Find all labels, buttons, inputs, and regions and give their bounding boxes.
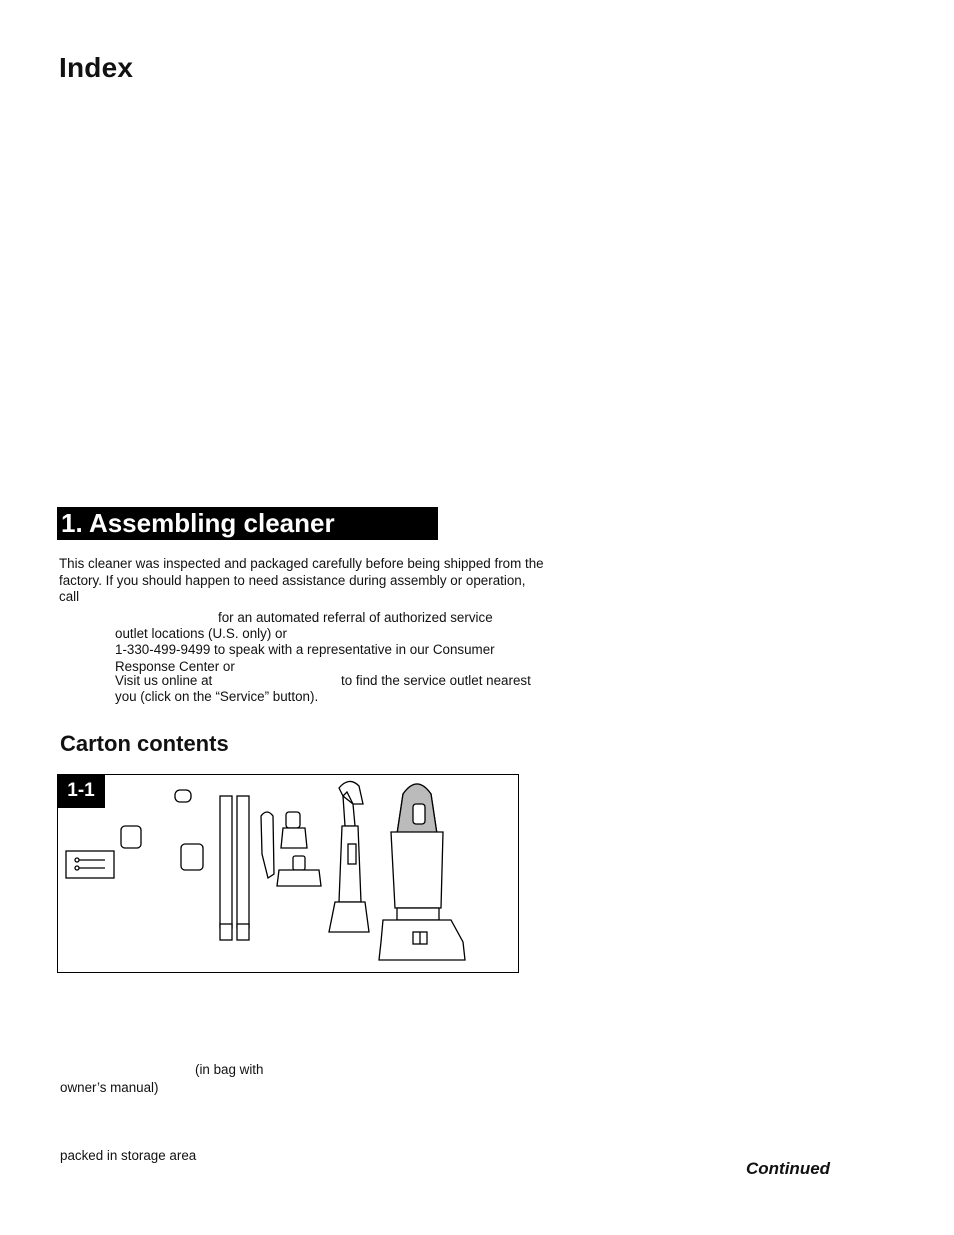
upholstery-tool-icon: [277, 856, 321, 886]
contact-item-3-a: Visit us online at: [115, 673, 213, 688]
continued-label: Continued: [746, 1159, 831, 1178]
cleaner-body-icon: [379, 784, 465, 960]
contact-item-2: 1-330-499-9499 to speak with a representative in our Consumer Response Center or: [115, 642, 495, 674]
screws-card-icon: [66, 851, 114, 878]
crevice-tool-icon: [261, 812, 274, 878]
hose-icon: [121, 790, 203, 932]
contact-item-3-b: to find the service outlet nearest: [341, 673, 531, 688]
carton-note-1a: (in bag with: [195, 1062, 264, 1077]
dusting-brush-icon: [281, 812, 307, 848]
index-heading: Index: [59, 52, 134, 83]
contact-item-3-c: you (click on the “Service” button).: [115, 689, 319, 704]
handle-icon: [329, 781, 369, 932]
section-title-banner: 1. Assembling cleaner: [57, 507, 438, 540]
intro-paragraph: This cleaner was inspected and packaged carefully before being shipped from the factory. If you should happen to need assistance during assembly or operation, call: [59, 556, 544, 604]
contact-line-1-a: for an automated referral of authorized service: [218, 610, 493, 625]
contact-item-1: outlet locations (U.S. only) or: [115, 626, 287, 641]
figure-label: 1-1: [57, 774, 105, 808]
carton-contents-heading: Carton contents: [60, 731, 229, 756]
wands-icon: [220, 796, 249, 940]
carton-note-1b: owner’s manual): [60, 1080, 159, 1095]
carton-note-2: packed in storage area: [60, 1148, 197, 1163]
carton-illustration: [57, 774, 519, 973]
